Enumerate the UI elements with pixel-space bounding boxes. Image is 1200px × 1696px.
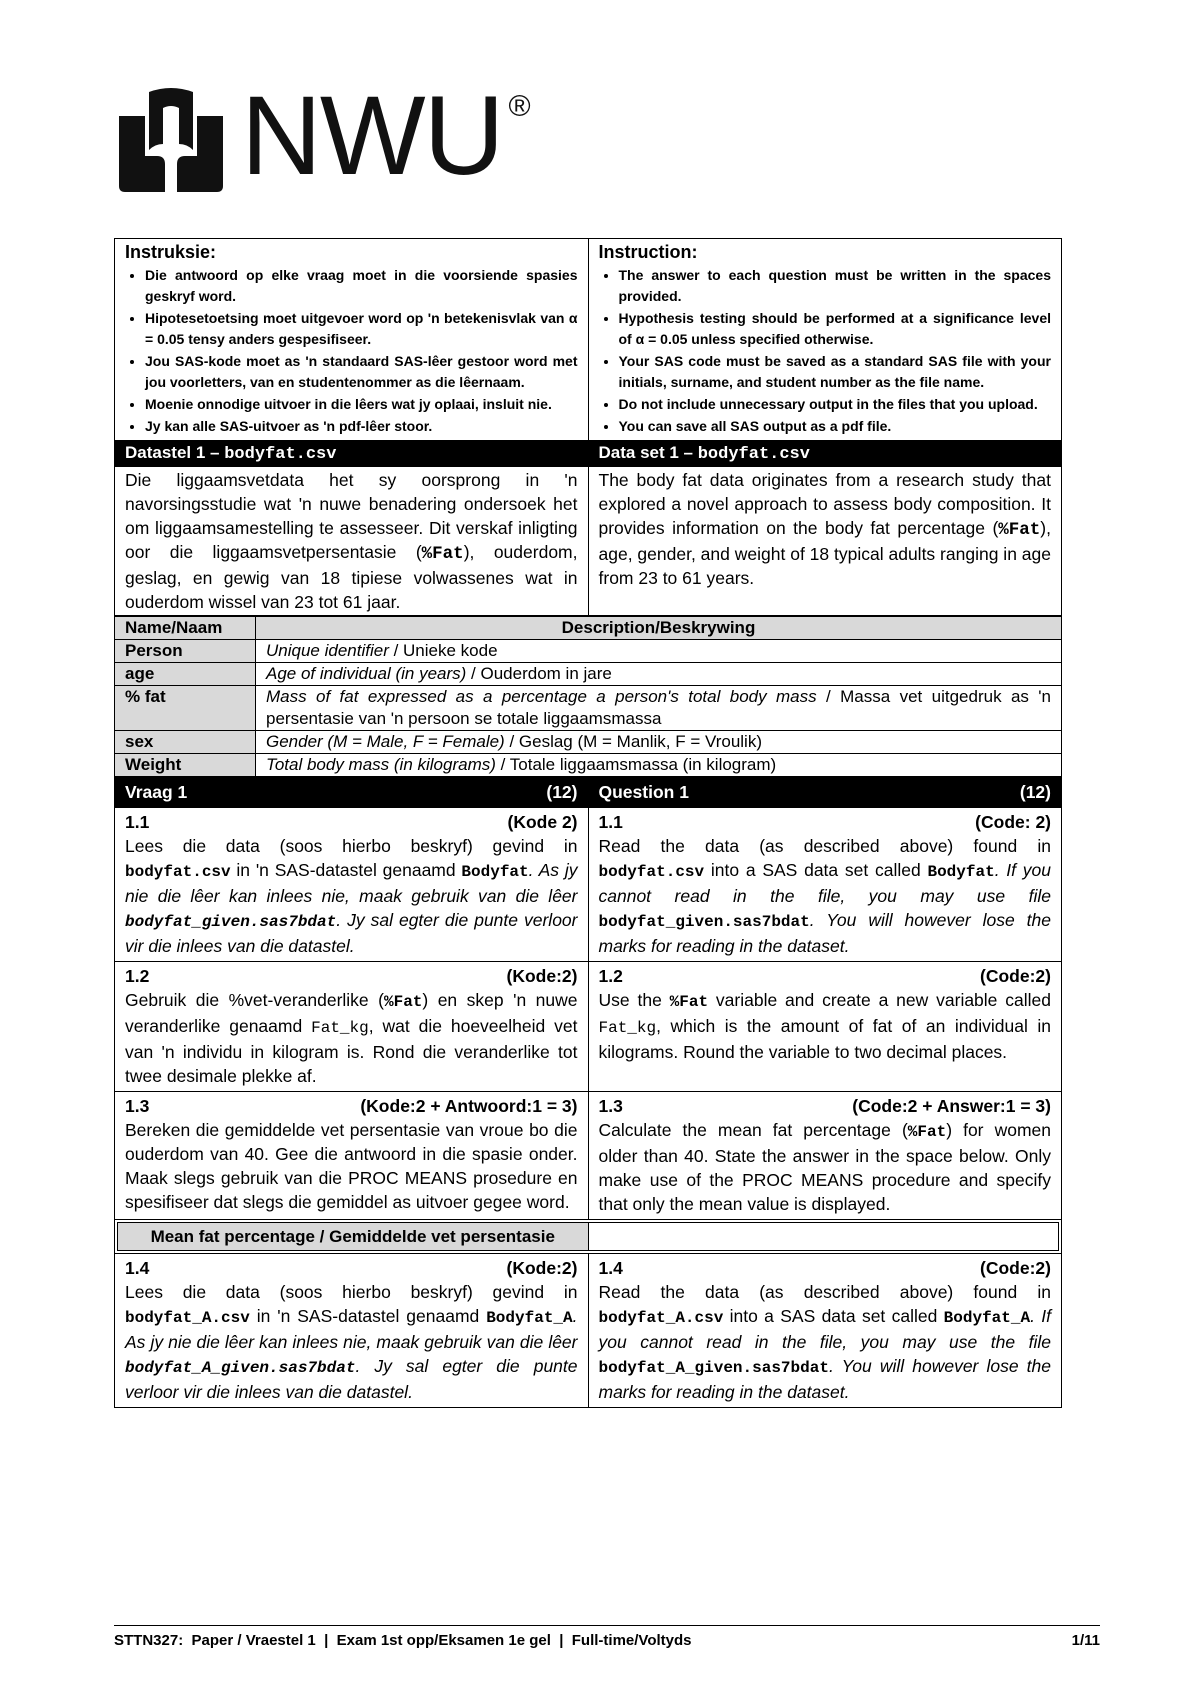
variables-table bbox=[114, 616, 1062, 777]
registered-mark: ® bbox=[508, 90, 531, 123]
variable-row: age Age of individual (in years) / Ouderdom in jare bbox=[115, 663, 1062, 686]
page-number: 1/11 bbox=[1071, 1632, 1100, 1649]
question-1-table bbox=[114, 777, 1062, 1408]
q1-1-en: 1.1 (Code: 2) Read the data (as described above) found in bodyfat.csv into a SAS data set called Bodyfat. If you cannot read in the file, you may use file bodyfat_given.sas7bdat. You will however lose the marks for reading in the dataset. bbox=[588, 808, 1062, 962]
instruction-item: • You can save all SAS output as a pdf file. bbox=[619, 416, 1052, 437]
instruction-item: • Hipotesetoetsing moet uitgevoer word op 'n betekenisvlak van α = 0.05 tensy anders gespesifiseer. bbox=[145, 308, 578, 350]
nwu-emblem-icon bbox=[115, 86, 227, 196]
variable-row: Person Unique identifier / Unieke kode bbox=[115, 640, 1062, 663]
dataset-af-title: Datastel 1 – bodyfat.csv bbox=[115, 441, 589, 467]
instruction-item: • Hypothesis testing should be performed at a significance level of α = 0.05 unless specified otherwise. bbox=[619, 308, 1052, 350]
q1-4-en: 1.4 (Code:2) Read the data (as described above) found in bodyfat_A.csv into a SAS data set called Bodyfat_A. If you cannot read in the file, you may use the file bodyfat_A_given.sas7bdat. You will however lose the marks for reading in the dataset. bbox=[588, 1254, 1062, 1408]
instructions-en bbox=[588, 239, 1062, 441]
footer-divider bbox=[114, 1625, 1100, 1626]
q1-2-af: 1.2 (Kode:2) Gebruik die %vet-veranderlike (%Fat) en skep 'n nuwe veranderlike genaamd Fat_kg, wat die hoeveelheid vet van 'n individu in kilogram is. Rond die veranderlike tot twee desimale plekke af. bbox=[115, 962, 589, 1092]
instruction-item: • Jy kan alle SAS-uitvoer as 'n pdf-lêer stoor. bbox=[145, 416, 578, 437]
q1-3-af: 1.3 (Kode:2 + Antwoord:1 = 3) Bereken die gemiddelde vet persentasie van vroue bo die ouderdom van 40. Gee die antwoord in die spasie onder. Maak slegs gebruik van die PROC MEANS prosedure en spesifiseer dat slegs die gemiddel as uitvoer gegee word. bbox=[115, 1092, 589, 1220]
q1-3-en: 1.3 (Code:2 + Answer:1 = 3) Calculate the mean fat percentage (%Fat) for women older than 40. State the answer in the space below. Only make use of the PROC MEANS procedure and specify that only the mean value is displayed. bbox=[588, 1092, 1062, 1220]
instructions-en-heading: Instruction: bbox=[598, 242, 698, 262]
q1-1-af: 1.1 (Kode 2) Lees die data (soos hierbo beskryf) gevind in bodyfat.csv in 'n SAS-datastel genaamd Bodyfat. As jy nie die lêer kan inlees nie, maak gebruik van die lêer bodyfat_given.sas7bdat. Jy sal egter die punte verloor vir die inlees van die datastel. bbox=[115, 808, 589, 962]
logo-wordmark: NWU bbox=[241, 73, 503, 198]
q1-2-en: 1.2 (Code:2) Use the %Fat variable and create a new variable called Fat_kg, which is the amount of fat of an individual in kilograms. Round the variable to two decimal places. bbox=[588, 962, 1062, 1092]
variable-row: % fat Mass of fat expressed as a percentage a person's total body mass / Massa vet uitgedruk as 'n persentasie van 'n persoon se totale liggaamsmassa bbox=[115, 686, 1062, 731]
dataset-af-description: Die liggaamsvetdata het sy oorsprong in 'n navorsingsstudie wat 'n nuwe benadering ondersoek het om liggaamsamestelling te assesseer. Dit verskaf inligting oor die liggaamsvetpersentasie (%Fat), ouderdom, geslag, en gewig van 18 tipiese volwassenes wat in ouderdom wissel van 23 tot 61 jaar. bbox=[115, 467, 589, 616]
question-af-header: Vraag 1 (12) bbox=[115, 778, 589, 808]
answer-box[interactable] bbox=[588, 1223, 1059, 1251]
dataset-en-description: The body fat data originates from a research study that explored a novel approach to assess body composition. It provides information on the body fat percentage (%Fat), age, gender, and weight of 18 typical adults ranging in age from 23 to 61 years. bbox=[588, 467, 1062, 616]
instructions-af bbox=[115, 239, 589, 441]
instructions-af-heading: Instruksie: bbox=[125, 242, 217, 262]
dataset-en-title: Data set 1 – bodyfat.csv bbox=[588, 441, 1062, 467]
instructions-table bbox=[114, 238, 1062, 616]
instruction-item: • The answer to each question must be written in the spaces provided. bbox=[619, 265, 1052, 307]
question-en-header: Question 1 (12) bbox=[588, 778, 1062, 808]
answer-label: Mean fat percentage / Gemiddelde vet persentasie bbox=[118, 1223, 589, 1251]
footer-course-info: STTN327: Paper / Vraestel 1 | Exam 1st opp/Eksamen 1e gel | Full-time/Voltyds bbox=[114, 1632, 692, 1649]
instruction-item: • Do not include unnecessary output in the files that you upload. bbox=[619, 394, 1052, 415]
variable-row: sex Gender (M = Male, F = Female) / Geslag (M = Manlik, F = Vroulik) bbox=[115, 731, 1062, 754]
page-footer bbox=[114, 1632, 1100, 1649]
exam-content bbox=[114, 238, 1062, 1408]
instruction-item: • Jou SAS-kode moet as 'n standaard SAS-lêer gestoor word met jou voorletters, van en studentenommer as die lêernaam. bbox=[145, 351, 578, 393]
variable-row: Weight Total body mass (in kilograms) / Totale liggaamsmassa (in kilogram) bbox=[115, 754, 1062, 777]
q1-3-answer-area bbox=[115, 1220, 1062, 1254]
col-name-header: Name/Naam bbox=[115, 617, 256, 640]
instruction-item: • Your SAS code must be saved as a standard SAS file with your initials, surname, and student number as the file name. bbox=[619, 351, 1052, 393]
nwu-logo bbox=[115, 73, 531, 198]
q1-4-af: 1.4 (Kode:2) Lees die data (soos hierbo beskryf) gevind in bodyfat_A.csv in 'n SAS-datastel genaamd Bodyfat_A. As jy nie die lêer kan inlees nie, maak gebruik van die lêer bodyfat_A_given.sas7bdat. Jy sal egter die punte verloor vir die inlees van die datastel. bbox=[115, 1254, 589, 1408]
col-desc-header: Description/Beskrywing bbox=[256, 617, 1062, 640]
instruction-item: • Moenie onnodige uitvoer in die lêers wat jy oplaai, insluit nie. bbox=[145, 394, 578, 415]
instruction-item: • Die antwoord op elke vraag moet in die voorsiende spasies geskryf word. bbox=[145, 265, 578, 307]
